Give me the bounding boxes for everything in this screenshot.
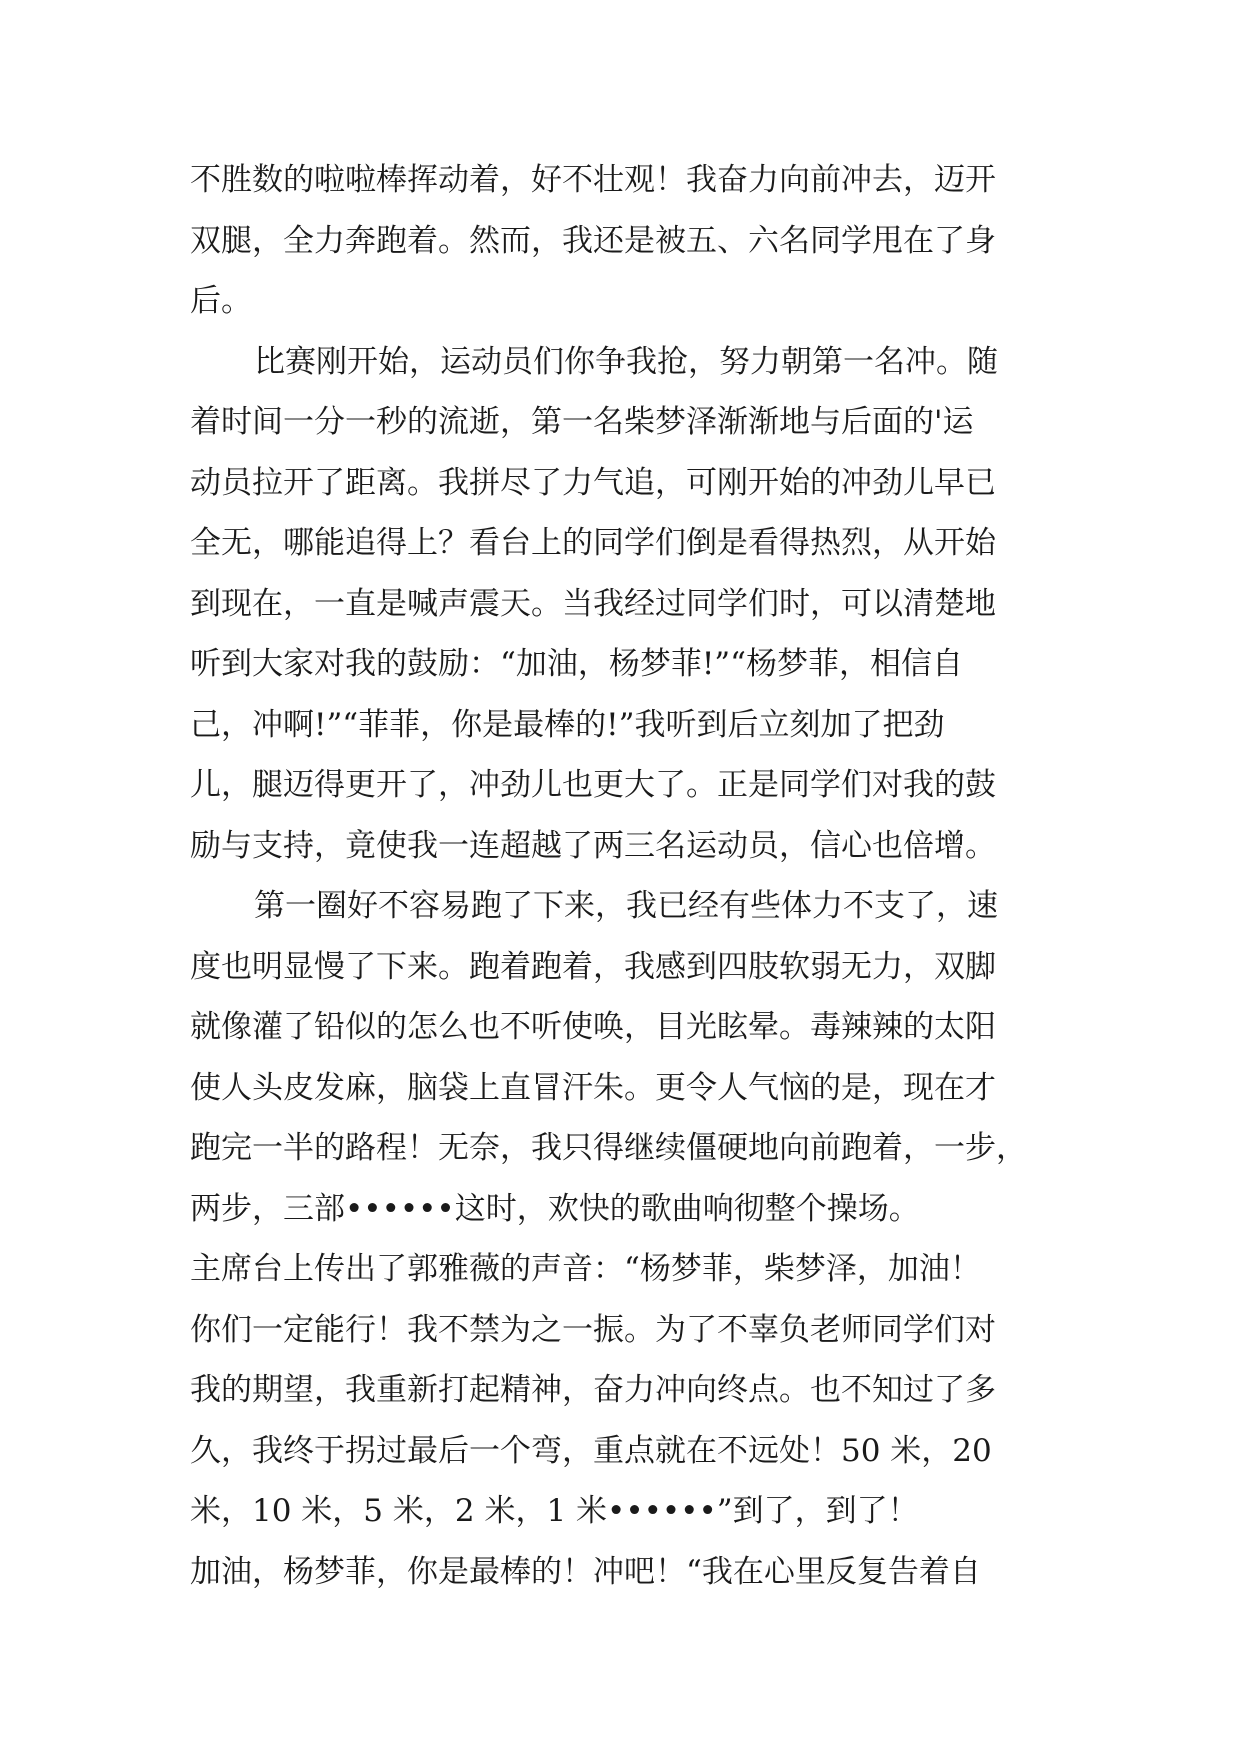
text-line: 己，冲啊!”“菲菲，你是最棒的!”我听到后立刻加了把劲 — [190, 706, 945, 743]
text-line: 全无，哪能追得上？看台上的同学们倒是看得热烈，从开始 — [190, 525, 996, 561]
text-line: 两步，三部••••••这时，欢快的歌曲响彻整个操场。 — [190, 1190, 920, 1227]
text-line: 不胜数的啦啦棒挥动着，好不壮观！我奋力向前冲去，迈开 — [190, 162, 996, 198]
text-line: 久，我终于拐过最后一个弯，重点就在不远处！50 米，20 — [190, 1432, 992, 1469]
text-line: 加油，杨梦菲，你是最棒的！冲吧！“我在心里反复告着自 — [190, 1553, 981, 1590]
text-line: 主席台上传出了郭雅薇的声音：“杨梦菲，柴梦泽，加油！ — [190, 1251, 981, 1287]
body-text — [190, 150, 1070, 1602]
text-line: 第一圈好不容易跑了下来，我已经有些体力不支了，速 — [254, 888, 998, 924]
text-line: 我的期望，我重新打起精神，奋力冲向终点。也不知过了多 — [190, 1372, 996, 1408]
text-line: 双腿，全力奔跑着。然而，我还是被五、六名同学甩在了身 — [190, 222, 996, 259]
text-line: 到现在，一直是喊声震天。当我经过同学们时，可以清楚地 — [190, 585, 996, 622]
text-line: 度也明显慢了下来。跑着跑着，我感到四肢软弱无力，双脚 — [190, 948, 996, 985]
text-line: 比赛刚开始，运动员们你争我抢，努力朝第一名冲。随 — [254, 343, 998, 380]
text-line: 后。 — [190, 283, 252, 319]
text-line: 跑完一半的路程！无奈，我只得继续僵硬地向前跑着，一步， — [190, 1130, 1027, 1166]
text-line: 着时间一分一秒的流逝，第一名柴梦泽渐渐地与后面的'运 — [190, 404, 974, 440]
text-line: 使人头皮发麻，脑袋上直冒汗朱。更令人气恼的是，现在才 — [190, 1069, 996, 1106]
text-line: 米，10 米，5 米，2 米，1 米••••••”到了，到了！ — [190, 1493, 919, 1529]
text-line: 就像灌了铅似的怎么也不听使唤，目光眩晕。毒辣辣的太阳 — [190, 1009, 996, 1045]
text-line: 动员拉开了距离。我拼尽了力气追，可刚开始的冲劲儿早已 — [190, 464, 996, 501]
text-line: 励与支持，竟使我一连超越了两三名运动员，信心也倍增。 — [190, 827, 996, 864]
text-line: 你们一定能行！我不禁为之一振。为了不辜负老师同学们对 — [190, 1311, 996, 1348]
text-line: 儿，腿迈得更开了，冲劲儿也更大了。正是同学们对我的鼓 — [190, 767, 996, 803]
text-line: 听到大家对我的鼓励：“加油，杨梦菲!”“杨梦菲，相信自 — [190, 646, 963, 682]
